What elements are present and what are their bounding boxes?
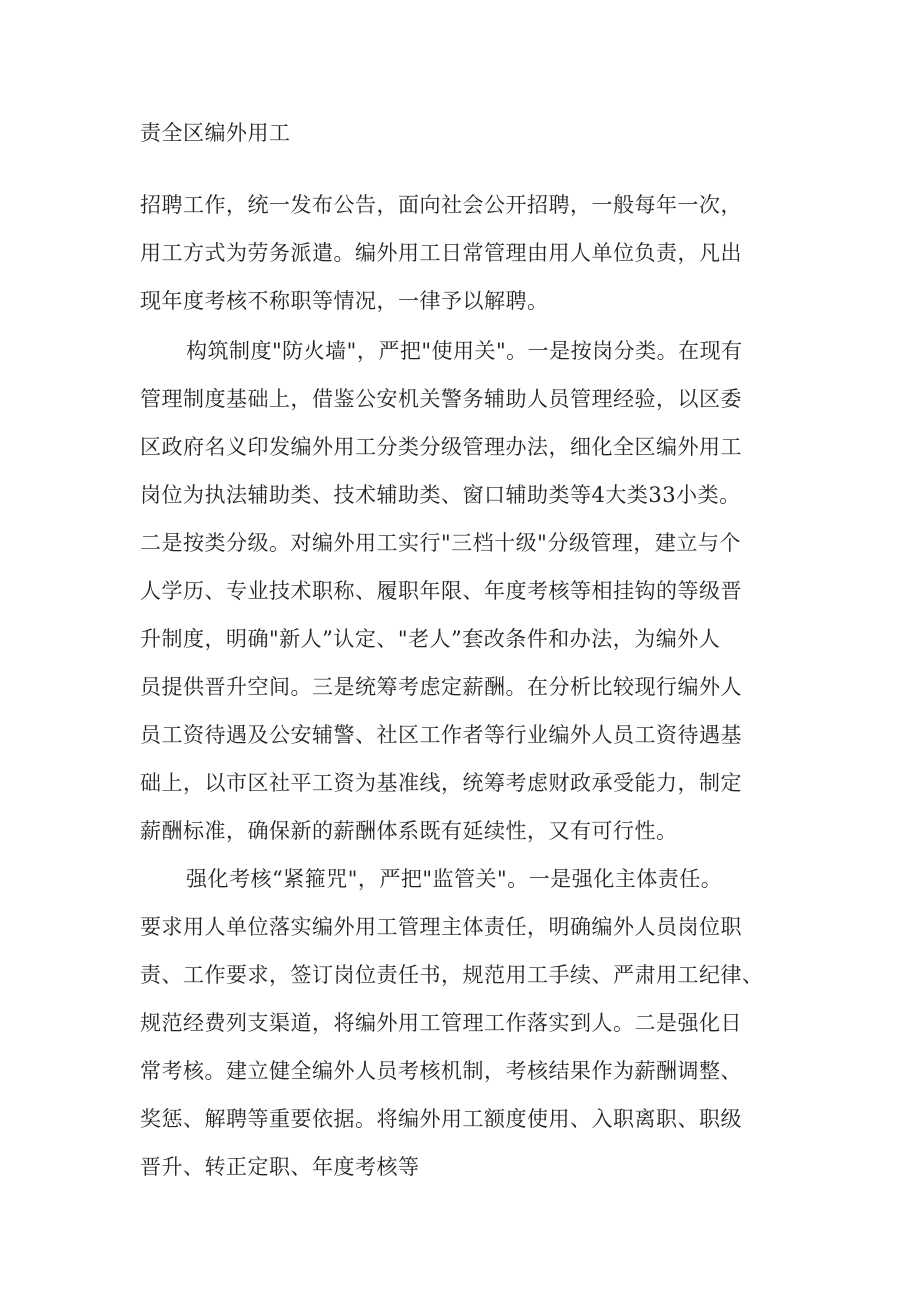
text-line: 奖惩、解聘等重要依据。将编外用工额度使用、入职离职、职级 [140, 1107, 742, 1131]
text-line: 构筑制度"防火墙"，严把"使用关"。一是按岗分类。在现有 [186, 339, 743, 363]
text-line: 责、工作要求，签订岗位责任书，规范用工手续、严肃用工纪律、 [140, 963, 764, 987]
text-line: 要求用人单位落实编外用工管理主体责任，明确编外人员岗位职 [140, 915, 742, 939]
text-line: 常考核。建立健全编外人员考核机制，考核结果作为薪酬调整、 [140, 1059, 742, 1083]
text-line: 用工方式为劳务派遣。编外用工日常管理由用人单位负责，凡出 [140, 241, 742, 265]
text-line: 管理制度基础上，借鉴公安机关警务辅助人员管理经验，以区委 [140, 387, 742, 411]
text-line: 区政府名义印发编外用工分类分级管理办法，细化全区编外用工 [140, 435, 742, 459]
text-line: 规范经费列支渠道，将编外用工管理工作落实到人。二是强化日 [140, 1011, 742, 1035]
text-line: 人学历、专业技术职称、履职年限、年度考核等相挂钩的等级晋 [140, 579, 742, 603]
text-line: 础上，以市区社平工资为基准线，统筹考虑财政承受能力，制定 [140, 771, 742, 795]
text-line: 招聘工作，统一发布公告，面向社会公开招聘，一般每年一次， [140, 193, 742, 217]
text-line: 升制度，明确"新人”认定、"老人”套改条件和办法，为编外人 [140, 627, 721, 651]
text-line: 员工资待遇及公安辅警、社区工作者等行业编外人员工资待遇基 [140, 723, 742, 747]
text-line: 现年度考核不称职等情况，一律予以解聘。 [140, 289, 549, 313]
text-line: 强化考核“紧箍咒"，严把"监管关"。一是强化主体责任。 [186, 867, 723, 891]
text-line: 岗位为执法辅助类、技术辅助类、窗口辅助类等4大类33小类。 [140, 483, 741, 507]
text-line: 员提供晋升空间。三是统筹考虑定薪酬。在分析比较现行编外人 [140, 675, 742, 699]
text-line: 薪酬标准，确保新的薪酬体系既有延续性，又有可行性。 [140, 819, 678, 843]
text-line: 责全区编外用工 [140, 121, 291, 145]
text-line: 二是按类分级。对编外用工实行"三档十级"分级管理，建立与个 [140, 531, 741, 555]
text-line: 晋升、转正定职、年度考核等 [140, 1155, 420, 1179]
